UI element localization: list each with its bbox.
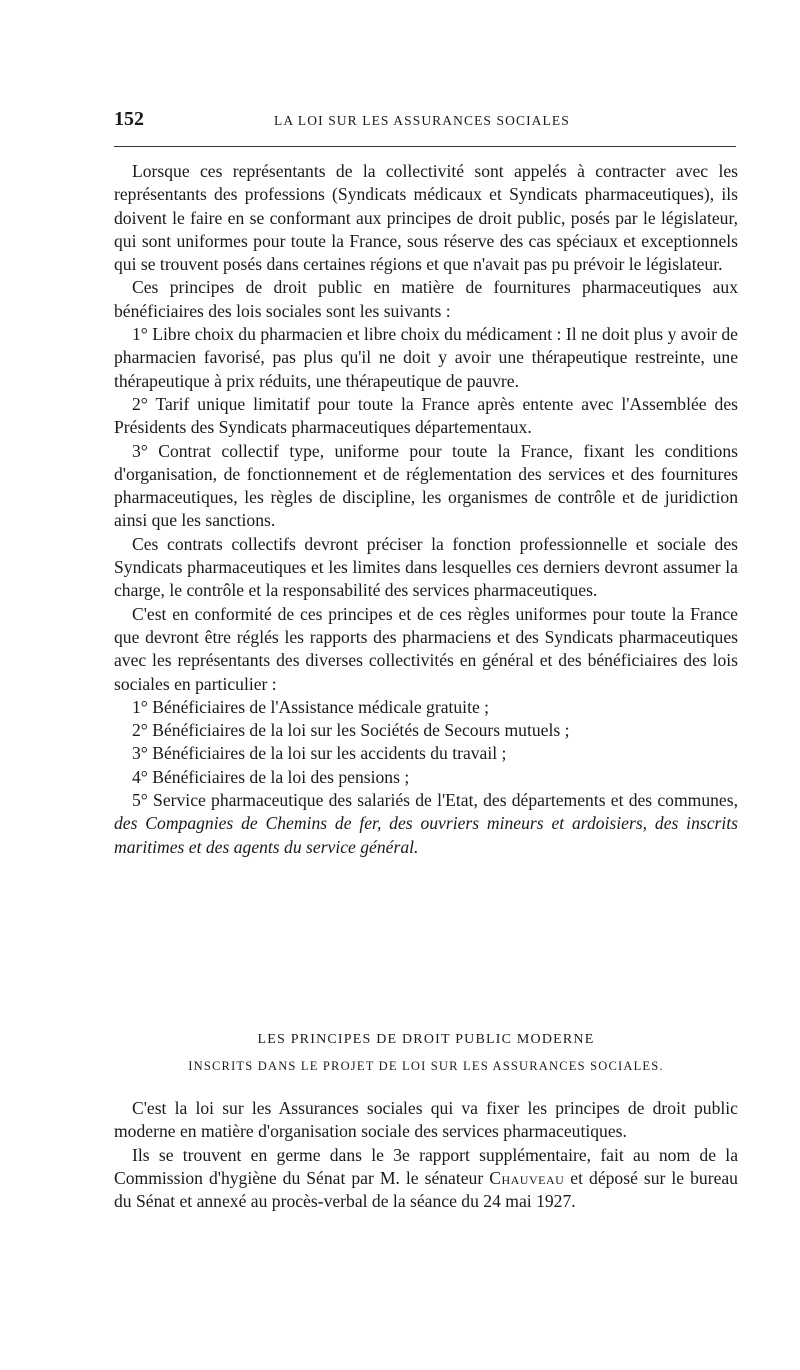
- beneficiary-item: 1° Bénéficiaires de l'Assistance médicale gratuite ;: [132, 696, 490, 717]
- beneficiary-item: 2° Bénéficiaires de la loi sur les Sociétés de Secours mutuels ;: [132, 720, 570, 741]
- section-heading: [114, 1030, 738, 1076]
- item5-italic: des Compagnies de Chemins de fer, des ouvriers mineurs et ardoisiers, des inscrits maritimes et des agents du service général.: [114, 813, 738, 857]
- section-heading-line2: INSCRITS DANS LE PROJET DE LOI SUR LES ASSURANCES SOCIALES.: [188, 1059, 664, 1073]
- principle-item: 2° Tarif unique limitatif pour toute la France après entente avec l'Assemblée des Présidents des Syndicats pharmaceutiques départementaux.: [114, 393, 738, 438]
- paragraph: Ces contrats collectifs devront préciser la fonction professionnelle et sociale des Syndicats pharmaceutiques et les limites dans lesquelles ces derniers devront assumer la charge, le contrôle et la responsabilité des services pharmaceutiques.: [114, 533, 738, 601]
- paragraph: C'est en conformité de ces principes et de ces règles uniformes pour toute la France que devront être réglés les rapports des pharmaciens et des Syndicats pharmaceutiques avec les représentants des diverses collectivités en général et des bénéficiaires des lois sociales en particulier :: [114, 603, 738, 694]
- principle-item: 1° Libre choix du pharmacien et libre choix du médicament : Il ne doit plus y avoir de pharmacien favorisé, pas plus qu'il ne doit y avoir une thérapeutique restreinte, une thérapeutique à prix réduits, une thérapeutique de pauvre.: [114, 324, 738, 391]
- paragraph-part: Ils se trouvent en germe dans le 3e rapport supplémentaire, fait au nom de la Commission d'hygiène du Sénat par M. le sénateur: [114, 1144, 738, 1188]
- section-text: [114, 1097, 738, 1213]
- running-title: LA LOI SUR LES ASSURANCES SOCIALES: [274, 113, 570, 128]
- paragraph: Lorsque ces représentants de la collectivité sont appelés à contracter avec les représentants des professions (Syndicats médicaux et Syndicats pharmaceutiques), ils doivent le faire en se conformant aux principes de droit public, posés par le législateur, qui sont uniformes pour toute la France, sous réserve des cas spéciaux et exceptionnels qui se trouvent posés dans certaines régions et que n'avait pas pu prévoir le législateur.: [114, 161, 738, 275]
- paragraph: C'est la loi sur les Assurances sociales qui va fixer les principes de droit public moderne en matière d'organisation sociale des services pharmaceutiques.: [114, 1098, 738, 1142]
- header-rule: [114, 146, 736, 147]
- section-heading-line1: LES PRINCIPES DE DROIT PUBLIC MODERNE: [257, 1032, 595, 1047]
- paragraph-part: et déposé sur le bureau du Sénat et annexé au procès-verbal de la séance du 24 mai 1927.: [114, 1167, 738, 1212]
- beneficiary-item: 3° Bénéficiaires de la loi sur les accidents du travail ;: [132, 743, 507, 764]
- page-number: 152: [114, 108, 144, 130]
- main-text: [114, 160, 738, 859]
- principle-item: 3° Contrat collectif type, uniforme pour toute la France, fixant les conditions d'organisation, de fonctionnement et de réglementation des services et des fournitures pharmaceutiques, les règles de discipline, les organismes de contrôle et de juridiction ainsi que les sanctions.: [114, 440, 738, 531]
- page-header: [114, 108, 734, 140]
- paragraph: Ces principes de droit public en matière de fournitures pharmaceutiques aux bénéficiaires des lois sociales sont les suivants :: [114, 277, 738, 321]
- paragraph: [114, 1144, 738, 1214]
- beneficiary-item: [114, 789, 738, 859]
- senator-name: Chauveau: [489, 1167, 565, 1188]
- beneficiary-item: 4° Bénéficiaires de la loi des pensions ;: [132, 766, 410, 787]
- item5-plain: 5° Service pharmaceutique des salariés de l'Etat, des départements et des communes,: [132, 790, 738, 811]
